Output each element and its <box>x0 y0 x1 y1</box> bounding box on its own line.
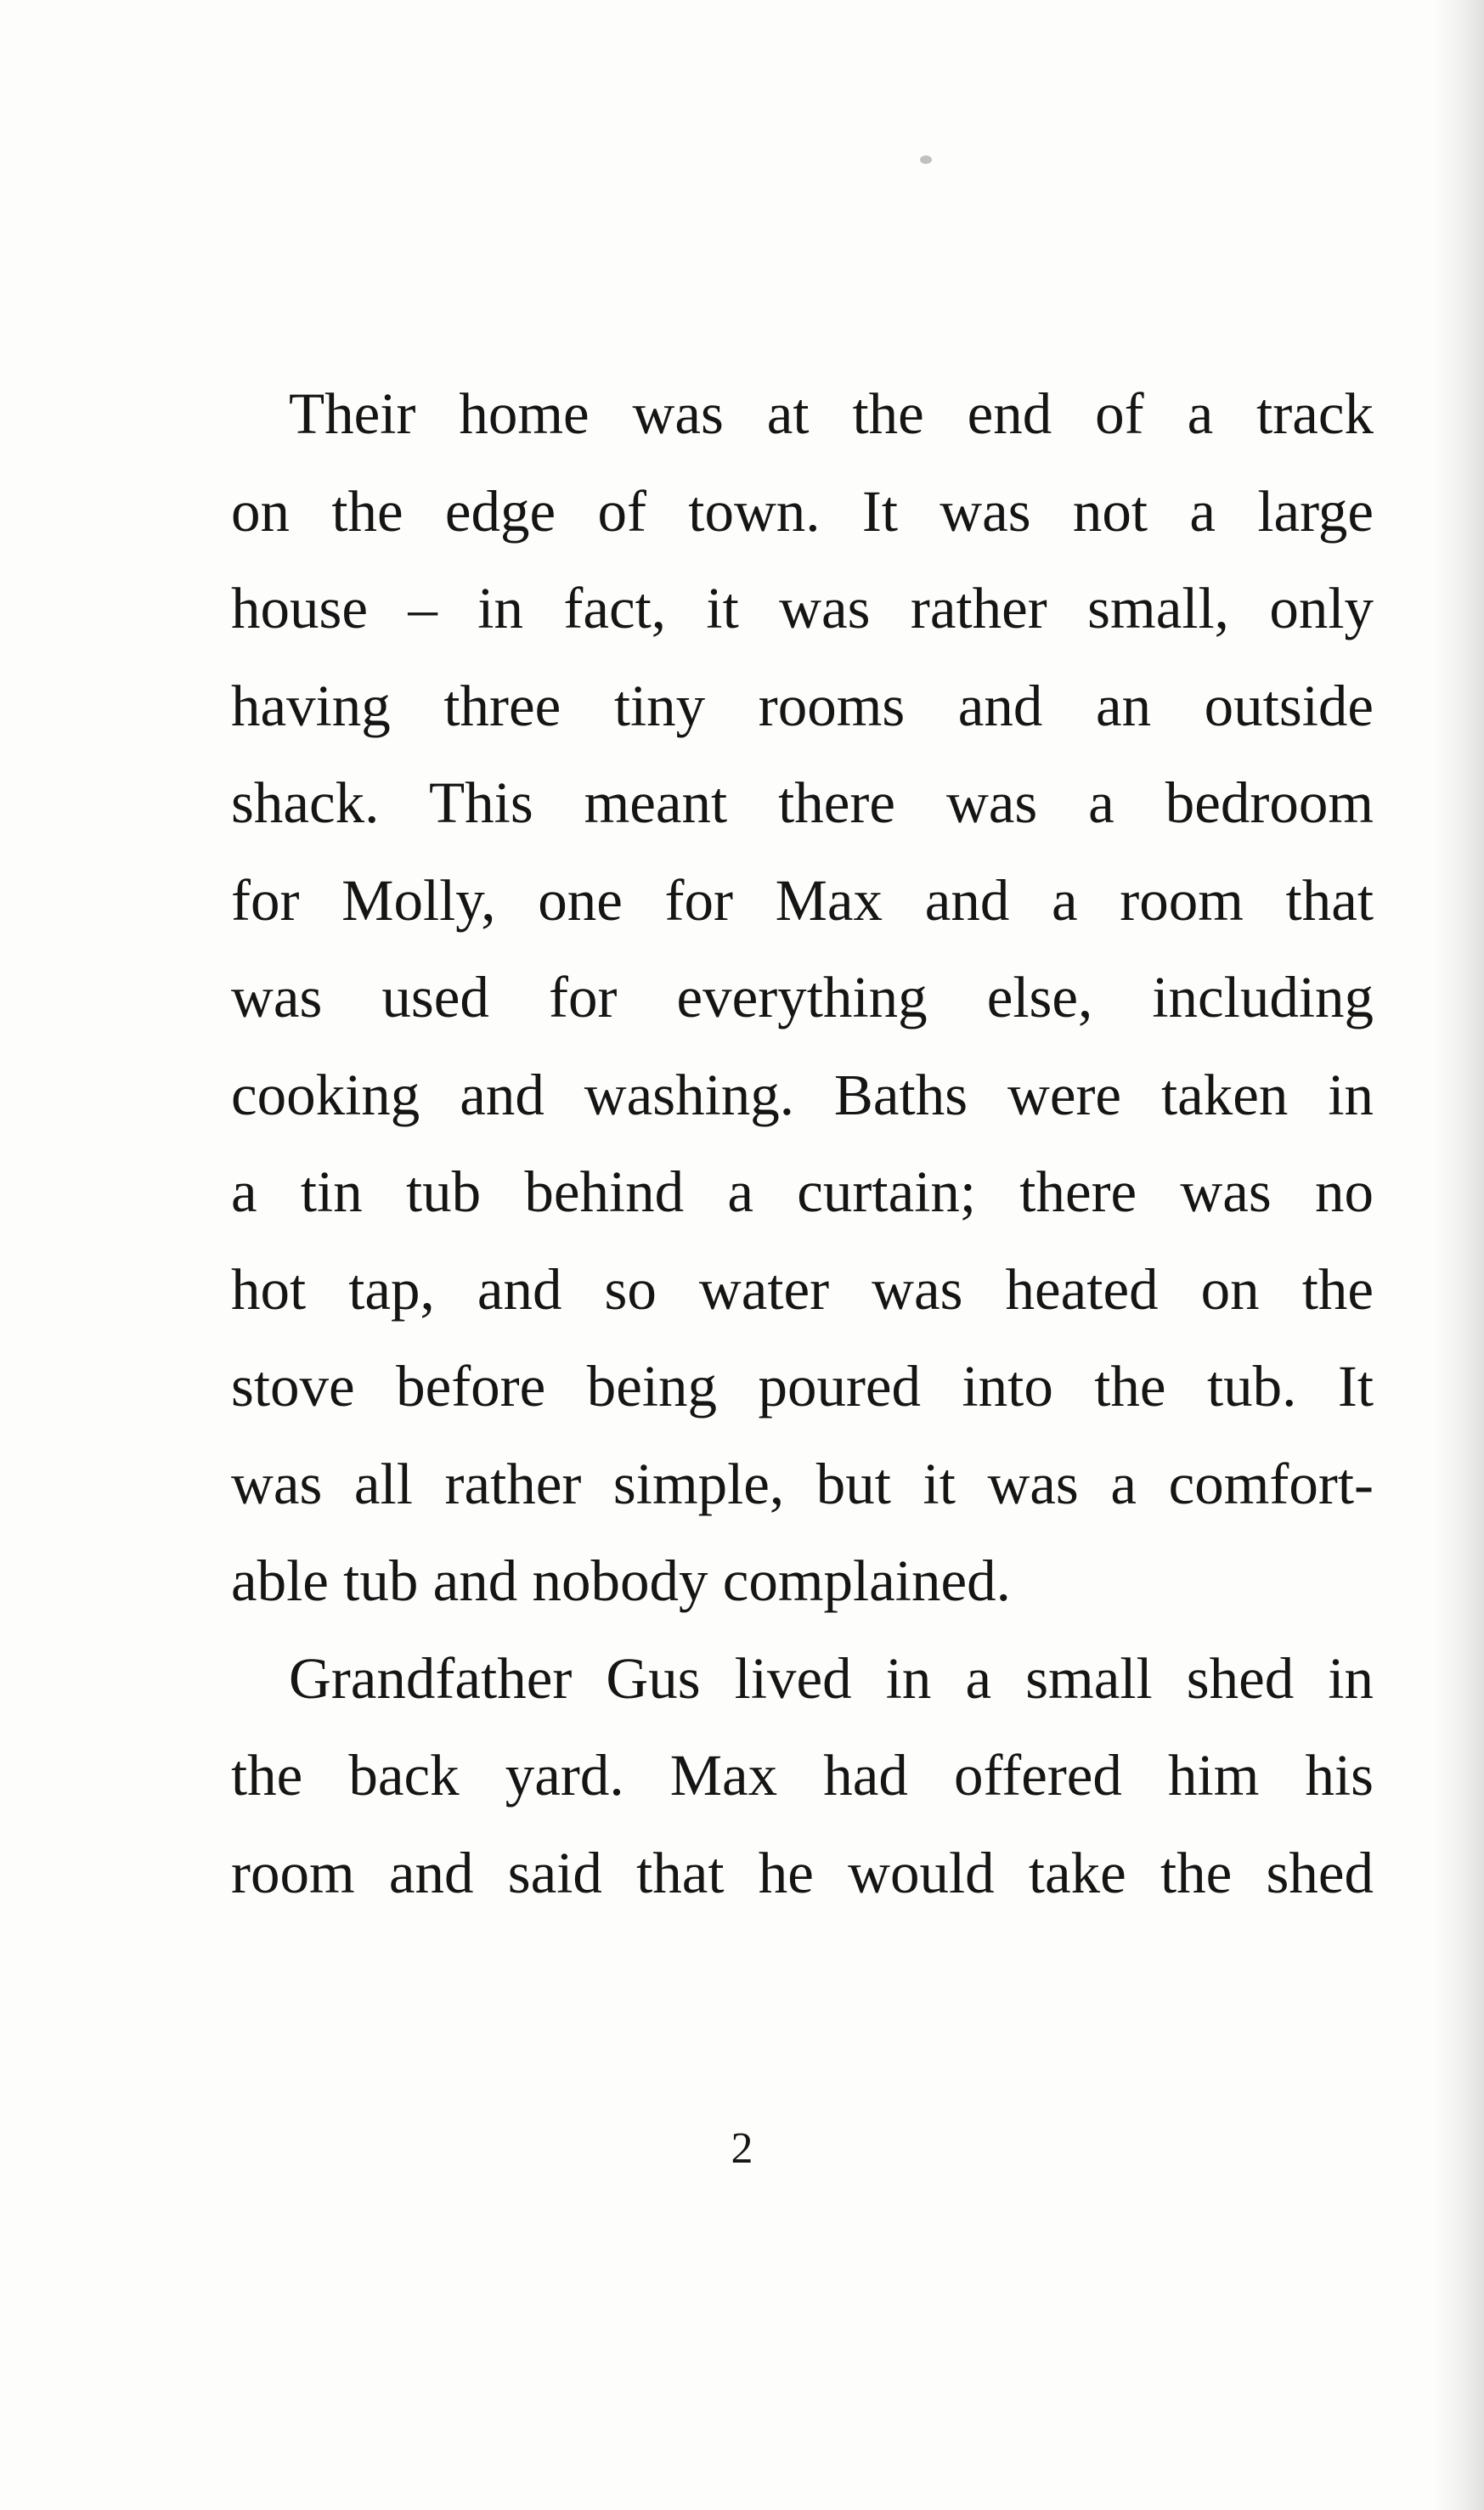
page-number: 2 <box>731 2124 753 2173</box>
paragraph-2 <box>231 1630 1374 1922</box>
text-line: hot tap, and so water was heated on the <box>231 1256 1374 1322</box>
text-line: on the edge of town. It was not a large <box>231 478 1374 544</box>
text-line: shack. This meant there was a bedroom <box>231 770 1374 835</box>
text-line: cooking and washing. Baths were taken in <box>231 1062 1374 1127</box>
text-line: Grandfather Gus lived in a small shed in <box>289 1645 1374 1711</box>
text-line: house – in fact, it was rather small, only <box>231 576 1374 640</box>
body-text <box>231 365 1374 1921</box>
text-line: was used for everything else, including <box>231 965 1374 1029</box>
paper-speck <box>920 155 932 164</box>
text-line: stove before being poured into the tub. It <box>231 1354 1374 1419</box>
text-line: the back yard. Max had offered him his <box>231 1743 1374 1808</box>
text-line: able tub and nobody complained. <box>231 1548 1011 1613</box>
paragraph-1 <box>231 365 1374 1630</box>
text-line: room and said that he would take the shed <box>231 1840 1374 1905</box>
text-line: having three tiny rooms and an outside <box>231 673 1374 738</box>
text-line: Their home was at the end of a track <box>289 381 1374 446</box>
text-line: a tin tub behind a curtain; there was no <box>231 1159 1374 1224</box>
text-line: was all rather simple, but it was a comfort- <box>231 1451 1374 1516</box>
text-line: for Molly, one for Max and a room that <box>231 867 1374 933</box>
